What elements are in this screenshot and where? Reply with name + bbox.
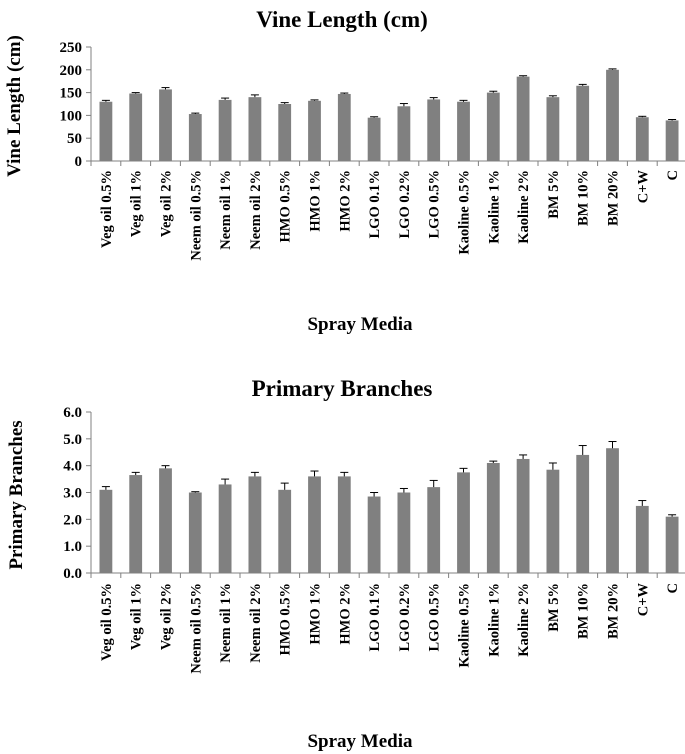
bar	[636, 506, 649, 573]
x-tick-label: Veg oil 0.5%	[98, 583, 115, 662]
x-tick-label: BM 5%	[545, 583, 562, 632]
x-tick-label: C+W	[635, 170, 652, 204]
y-tick-label: 250	[59, 40, 82, 56]
bar	[99, 102, 112, 161]
bar	[546, 97, 559, 161]
x-tick-label: BM 10%	[575, 170, 592, 226]
x-tick-label: Kaoline 2%	[516, 583, 533, 657]
chart-2	[6, 376, 685, 752]
bar	[666, 120, 679, 161]
x-tick-label: Neem oil 2%	[247, 170, 264, 250]
bar	[517, 459, 530, 573]
y-tick-label: 5.0	[63, 431, 82, 448]
x-tick-label: Veg oil 2%	[158, 583, 175, 651]
bar	[99, 490, 112, 573]
bar	[278, 104, 291, 161]
x-tick-label: Kaoline 0.5%	[456, 170, 473, 255]
x-tick-label: Neem oil 0.5%	[188, 583, 205, 674]
bar	[487, 463, 500, 573]
bar	[308, 476, 321, 573]
x-tick-label: Kaoline 1%	[486, 583, 503, 657]
bar	[397, 493, 410, 574]
bar	[189, 114, 202, 161]
x-tick-label: HMO 2%	[337, 170, 354, 232]
bar	[606, 448, 619, 573]
bar	[219, 100, 232, 161]
x-tick-label: Veg oil 1%	[128, 583, 145, 651]
x-tick-label: Neem oil 1%	[218, 583, 235, 663]
bar	[159, 468, 172, 573]
bar	[219, 484, 232, 573]
bar	[517, 77, 530, 161]
x-tick-label: LGO 0.1%	[367, 170, 384, 239]
bar	[338, 94, 351, 161]
y-tick-label: 6.0	[63, 405, 82, 421]
y-tick-label: 0.0	[63, 566, 82, 582]
bar	[368, 497, 381, 573]
x-axis-label: Spray Media	[307, 731, 413, 752]
x-tick-label: HMO 1%	[307, 170, 324, 232]
y-tick-label: 1.0	[63, 539, 82, 556]
chart-1	[4, 7, 685, 335]
x-tick-label: LGO 0.5%	[426, 583, 443, 652]
y-axis-label: Vine Length (cm)	[4, 35, 25, 177]
x-tick-label: C+W	[635, 583, 652, 617]
chart-title: Vine Length (cm)	[256, 7, 428, 32]
y-tick-label: 3.0	[63, 485, 82, 502]
x-tick-label: LGO 0.5%	[426, 170, 443, 239]
chart-title: Primary Branches	[251, 376, 433, 401]
x-tick-label: Kaoline 1%	[486, 170, 503, 244]
x-tick-label: LGO 0.2%	[396, 170, 413, 239]
x-tick-label: BM 5%	[545, 170, 562, 219]
bar	[368, 118, 381, 161]
y-tick-label: 2.0	[63, 512, 82, 529]
x-tick-label: LGO 0.2%	[396, 583, 413, 652]
bar	[487, 93, 500, 161]
bar	[576, 455, 589, 573]
bar	[606, 70, 619, 161]
bar	[248, 476, 261, 573]
bar	[308, 101, 321, 161]
bar	[666, 517, 679, 573]
bar	[636, 117, 649, 161]
bar	[427, 99, 440, 161]
y-tick-label: 100	[59, 108, 82, 125]
x-axis-label: Spray Media	[307, 314, 413, 335]
x-tick-label: Neem oil 1%	[218, 170, 235, 250]
x-tick-label: C	[665, 170, 682, 181]
y-axis-label: Primary Branches	[6, 420, 27, 570]
x-tick-label: BM 20%	[605, 583, 622, 639]
bar	[278, 490, 291, 573]
x-tick-label: Kaoline 2%	[516, 170, 533, 244]
x-tick-label: HMO 1%	[307, 583, 324, 645]
bar	[427, 487, 440, 573]
x-tick-label: HMO 0.5%	[277, 583, 294, 656]
bar	[338, 476, 351, 573]
bar	[159, 89, 172, 161]
y-tick-label: 50	[67, 131, 82, 148]
x-tick-label: C	[665, 583, 682, 594]
bar	[129, 475, 142, 573]
x-tick-label: HMO 0.5%	[277, 170, 294, 243]
x-tick-label: Veg oil 0.5%	[98, 170, 115, 249]
x-tick-label: Veg oil 2%	[158, 170, 175, 238]
y-tick-label: 150	[59, 85, 82, 102]
x-tick-label: HMO 2%	[337, 583, 354, 645]
x-tick-label: BM 10%	[575, 583, 592, 639]
y-tick-label: 0	[74, 154, 82, 170]
x-tick-label: Neem oil 0.5%	[188, 169, 205, 261]
x-tick-label: LGO 0.1%	[367, 583, 384, 652]
x-tick-label: Veg oil 1%	[128, 170, 145, 238]
y-tick-label: 200	[59, 62, 82, 79]
y-tick-label: 4.0	[63, 458, 82, 475]
bar	[248, 97, 261, 161]
bar	[457, 472, 470, 573]
bar	[189, 493, 202, 574]
x-tick-label: Kaoline 0.5%	[456, 583, 473, 668]
bar	[457, 102, 470, 161]
x-tick-label: BM 20%	[605, 170, 622, 226]
x-tick-label: Neem oil 2%	[247, 583, 264, 663]
bar	[546, 470, 559, 573]
bar	[129, 94, 142, 161]
bar	[397, 106, 410, 161]
bar	[576, 86, 589, 161]
